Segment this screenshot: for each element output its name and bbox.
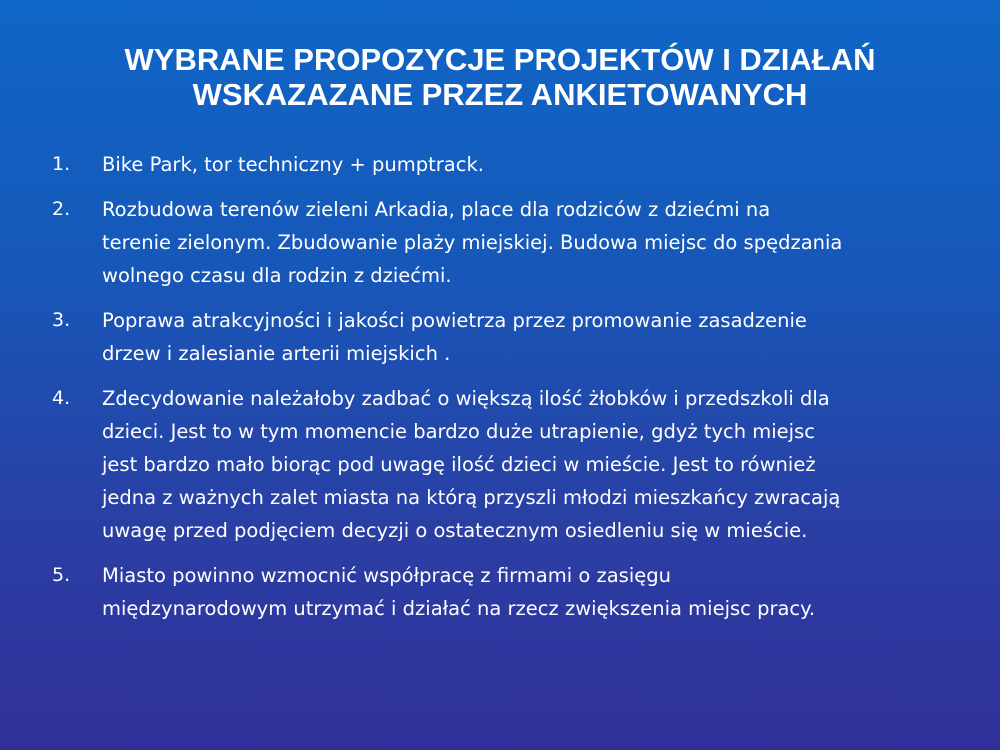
item-text-line: jest bardzo mało biorąc pod uwagę ilość dzieci w mieście. Jest to również [102, 453, 816, 476]
slide-title [60, 42, 940, 112]
list-item-3 [52, 304, 952, 370]
item-number: 2. [52, 198, 71, 220]
item-number: 5. [52, 564, 71, 586]
item-text-line: dzieci. Jest to w tym momencie bardzo duże utrapienie, gdyż tych miejsc [102, 420, 815, 443]
item-text-line: Bike Park, tor techniczny + pumptrack. [102, 153, 484, 176]
item-number: 3. [52, 309, 71, 331]
item-text-line: międzynarodowym utrzymać i działać na rzecz zwiększenia miejsc pracy. [102, 597, 816, 620]
item-text-line: drzew i zalesianie arterii miejskich . [102, 342, 451, 365]
list-item-5 [52, 559, 952, 625]
item-number: 1. [52, 153, 71, 175]
item-text-line: terenie zielonym. Zbudowanie plaży miejskiej. Budowa miejsc do spędzania [102, 231, 843, 254]
item-text-line: uwagę przed podjęciem decyzji o ostatecznym osiedleniu się w mieście. [102, 519, 808, 542]
title-line-2: WSKAZAZANE PRZEZ ANKIETOWANYCH [192, 77, 808, 112]
proposal-list [52, 148, 952, 637]
item-text-line: Miasto powinno wzmocnić współpracę z firmami o zasięgu [102, 564, 671, 587]
list-item-2 [52, 193, 952, 292]
title-line-1: WYBRANE PROPOZYCJE PROJEKTÓW I DZIAŁAŃ [124, 42, 876, 77]
item-number: 4. [52, 387, 71, 409]
item-text-line: Poprawa atrakcyjności i jakości powietrza przez promowanie zasadzenie [102, 309, 807, 332]
item-text-line: wolnego czasu dla rodzin z dziećmi. [102, 264, 452, 287]
list-item-1 [52, 148, 952, 181]
list-item-4 [52, 382, 952, 547]
item-text-line: Rozbudowa terenów zieleni Arkadia, place dla rodziców z dziećmi na [102, 198, 771, 221]
item-text-line: jedna z ważnych zalet miasta na którą przyszli młodzi mieszkańcy zwracają [102, 486, 841, 509]
item-text-line: Zdecydowanie należałoby zadbać o większą ilość żłobków i przedszkoli dla [102, 387, 830, 410]
